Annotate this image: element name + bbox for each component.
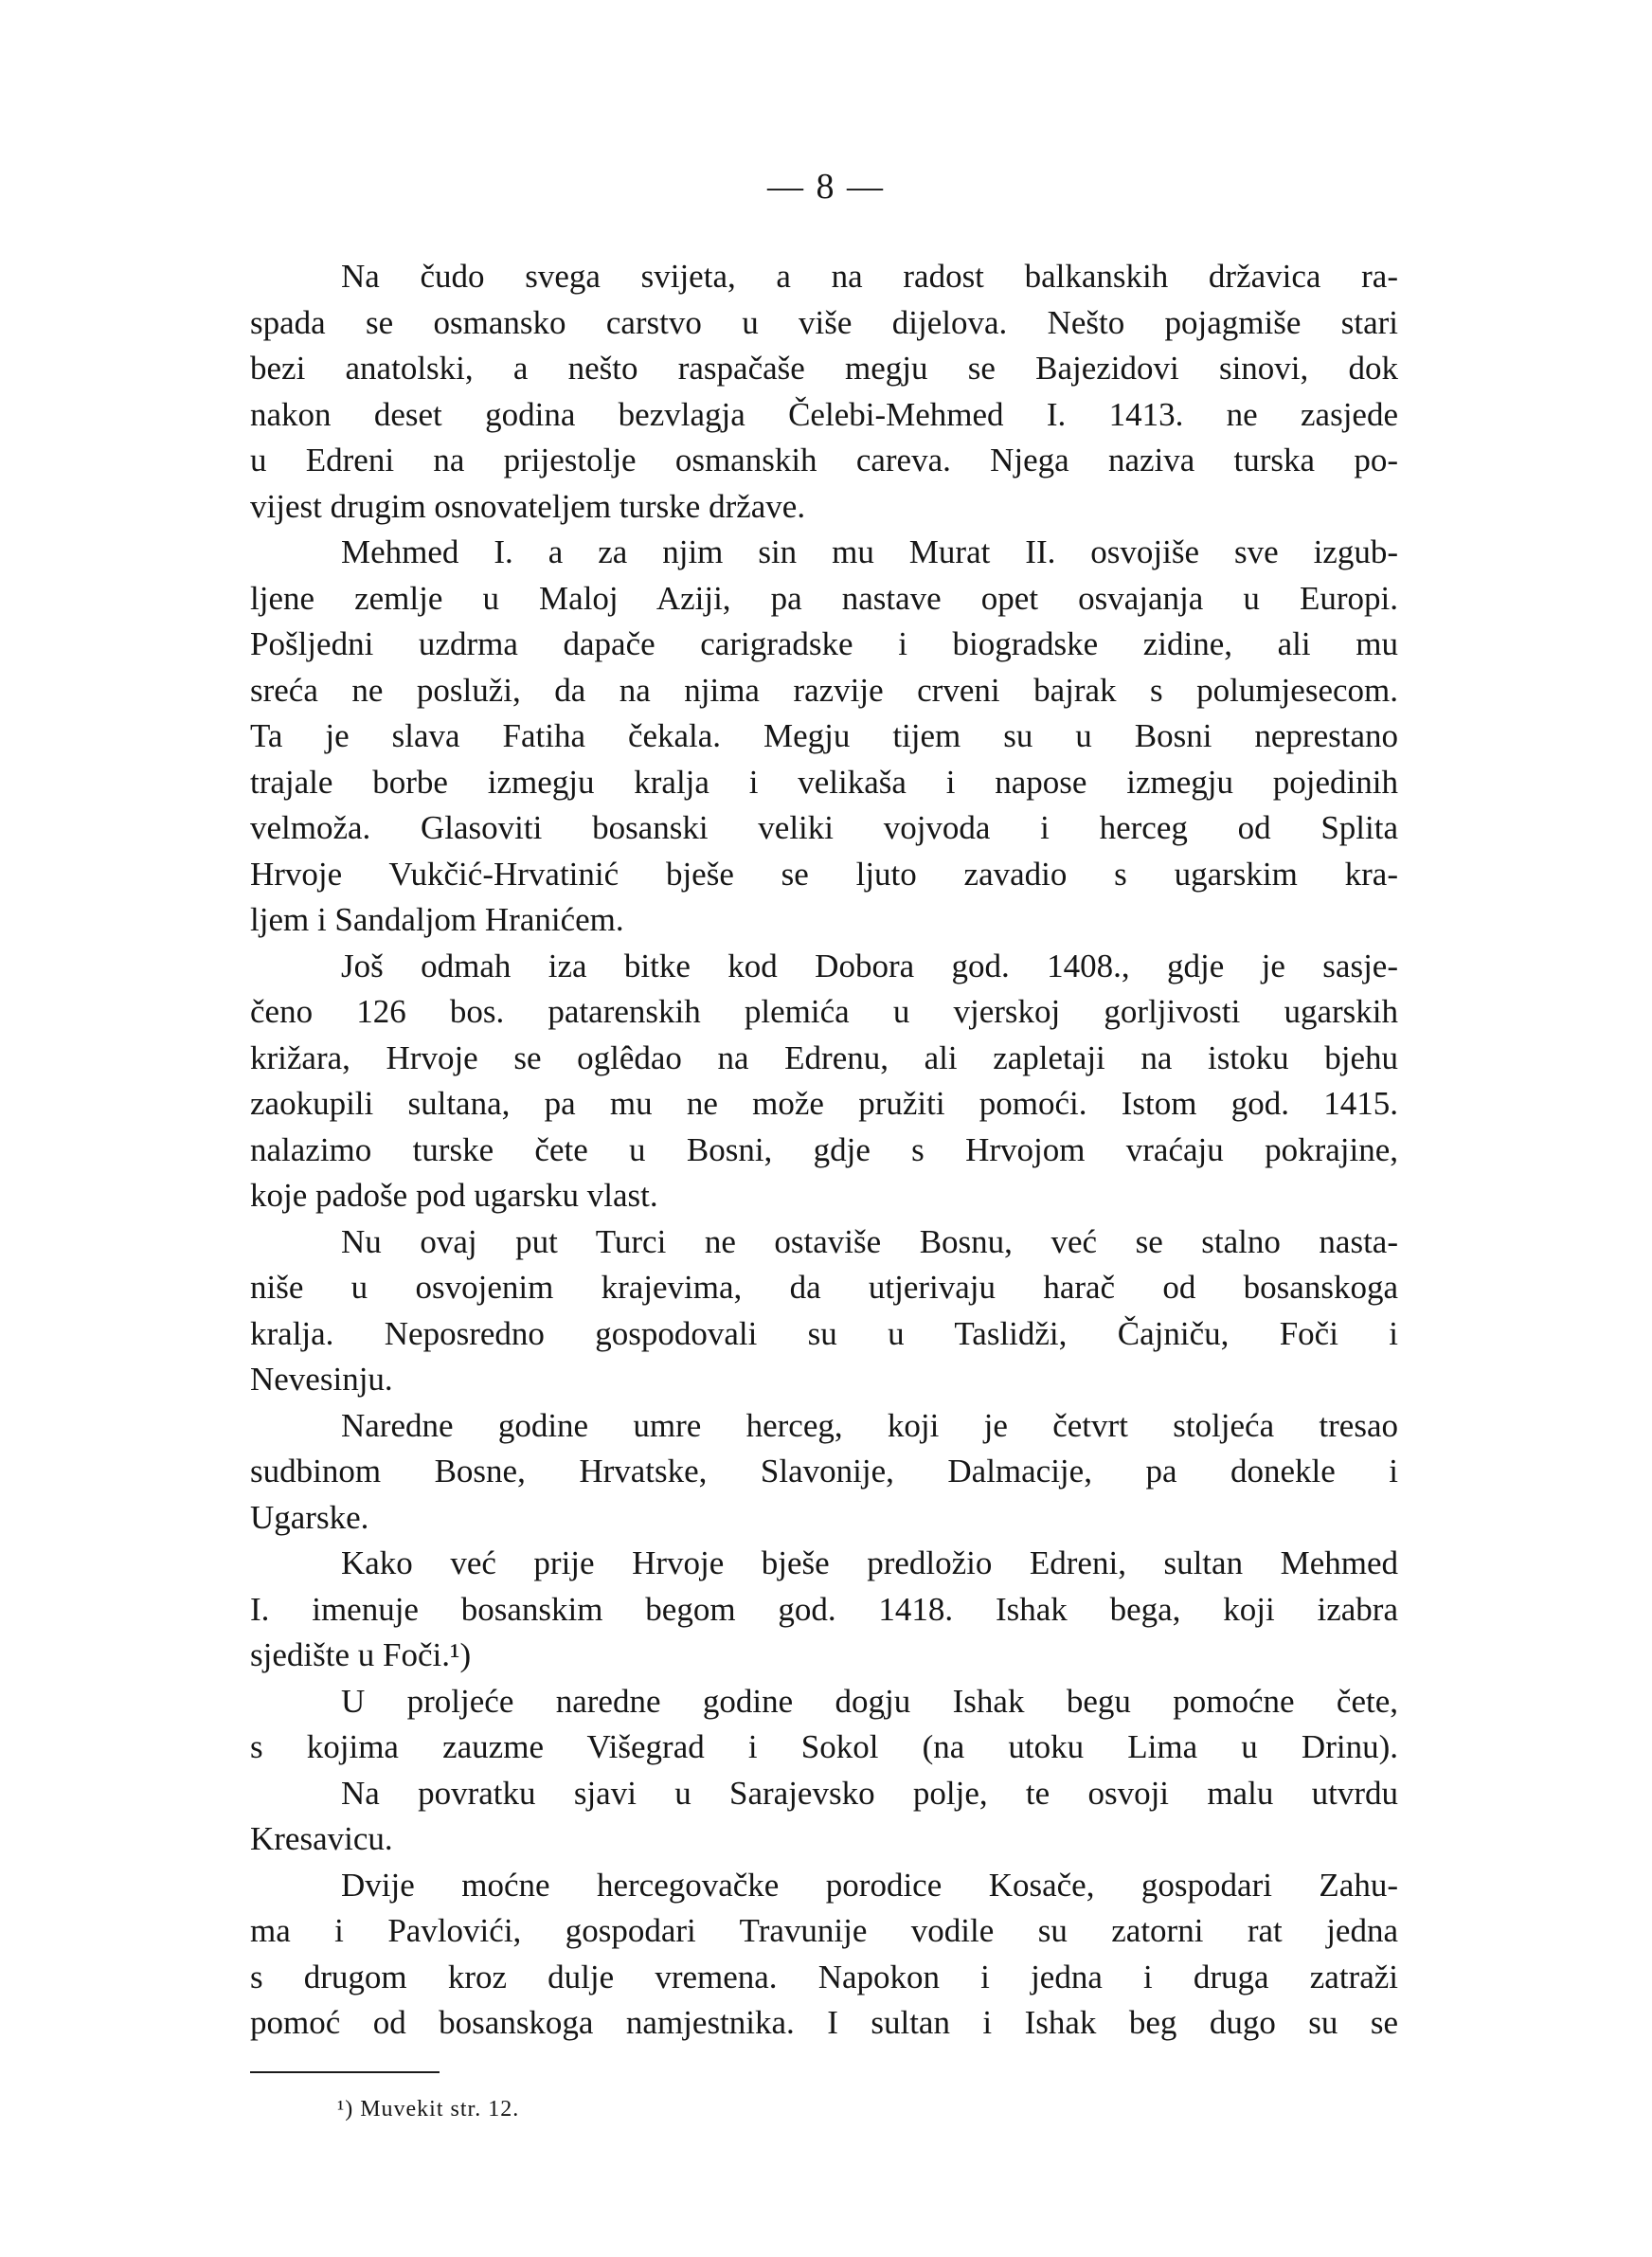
text-line: nalazimo turske čete u Bosni, gdje s Hrvojom vraćaju pokrajine, [250,1130,1398,1168]
body-text [250,254,1398,2122]
footnote: ¹) Muvekit str. 12. [337,2096,520,2122]
text-line: Pošljedni uzdrma dapače carigradske i biogradske zidine, ali mu [250,625,1398,662]
text-line: sreća ne posluži, da na njima razvije crveni bajrak s polumjesecom. [250,671,1398,709]
text-line: I. imenuje bosanskim begom god. 1418. Ishak bega, koji izabra [250,1590,1398,1628]
text-line: Nevesinju. [250,1361,393,1398]
text-line: spada se osmansko carstvo u više dijelova. Nešto pojagmiše stari [250,303,1398,341]
text-line: Ta je slava Fatiha čekala. Megju tijem su u Bosni neprestano [250,717,1398,754]
text-line: niše u osvojenim krajevima, da utjerivaju harač od bosanskoga [250,1269,1398,1306]
text-line: u Edreni na prijestolje osmanskih careva. Njega naziva turska po- [250,442,1398,478]
text-line: sudbinom Bosne, Hrvatske, Slavonije, Dalmacije, pa donekle i [250,1453,1398,1490]
text-line: Naredne godine umre herceg, koji je četvrt stoljeća tresao [341,1406,1398,1444]
text-line: trajale borbe izmegju kralja i velikaša i napose izmegju pojedinih [250,763,1398,801]
text-line: Dvije moćne hercegovačke porodice Kosače, gospodari Zahu- [341,1866,1398,1904]
text-line: ljem i Sandaljom Hranićem. [250,901,624,938]
text-line: Na povratku sjavi u Sarajevsko polje, te osvoji malu utvrdu [341,1774,1398,1812]
text-line: bezi anatolski, a nešto raspačaše megju se Bajezidovi sinovi, dok [250,350,1398,387]
text-line: kralja. Neposredno gospodovali su u Taslidži, Čajniču, Foči i [250,1314,1398,1352]
text-line: nakon deset godina bezvlagja Čelebi-Mehmed I. 1413. ne zasjede [250,395,1398,433]
text-line: Još odmah iza bitke kod Dobora god. 1408., gdje je sasje- [341,947,1398,984]
text-line: zaokupili sultana, pa mu ne može pružiti pomoći. Istom god. 1415. [250,1085,1398,1122]
text-line: Kresavicu. [250,1820,393,1857]
text-line: čeno 126 bos. patarenskih plemića u vjerskoj gorljivosti ugarskih [250,993,1398,1030]
text-line: ma i Pavlovići, gospodari Travunije vodile su zatorni rat jedna [250,1912,1398,1949]
page-number: — 8 — [767,167,885,207]
text-line: Kako već prije Hrvoje bješe predložio Edreni, sultan Mehmed [341,1544,1398,1581]
text-line: Mehmed I. a za njim sin mu Murat II. osvojiše sve izgub- [341,533,1398,570]
text-line: križara, Hrvoje se oglêdao na Edrenu, ali zapletaji na istoku bjehu [250,1038,1398,1076]
text-line: velmoža. Glasoviti bosanski veliki vojvoda i herceg od Splita [250,809,1398,846]
text-line: Na čudo svega svijeta, a na radost balkanskih državica ra- [341,258,1398,295]
footnote-divider [250,2071,440,2073]
text-line: sjedište u Foči.¹) [250,1636,472,1673]
text-line: vijest drugim osnovateljem turske države. [250,487,806,525]
text-line: Ugarske. [250,1498,369,1536]
text-line: Hrvoje Vukčić-Hrvatinić bješe se ljuto zavadio s ugarskim kra- [250,855,1398,893]
text-line: U proljeće naredne godine dogju Ishak begu pomoćne čete, [341,1682,1398,1720]
text-line: Nu ovaj put Turci ne ostaviše Bosnu, već se stalno nasta- [341,1222,1398,1260]
text-line: s drugom kroz dulje vremena. Napokon i jedna i druga zatraži [250,1958,1398,1995]
text-line: pomoć od bosanskoga namjestnika. I sultan i Ishak beg dugo su se [250,2004,1398,2041]
text-line: koje padoše pod ugarsku vlast. [250,1177,658,1214]
text-line: s kojima zauzme Višegrad i Sokol (na utoku Lima u Drinu). [250,1728,1398,1765]
text-line: ljene zemlje u Maloj Aziji, pa nastave opet osvajanja u Europi. [250,579,1398,617]
